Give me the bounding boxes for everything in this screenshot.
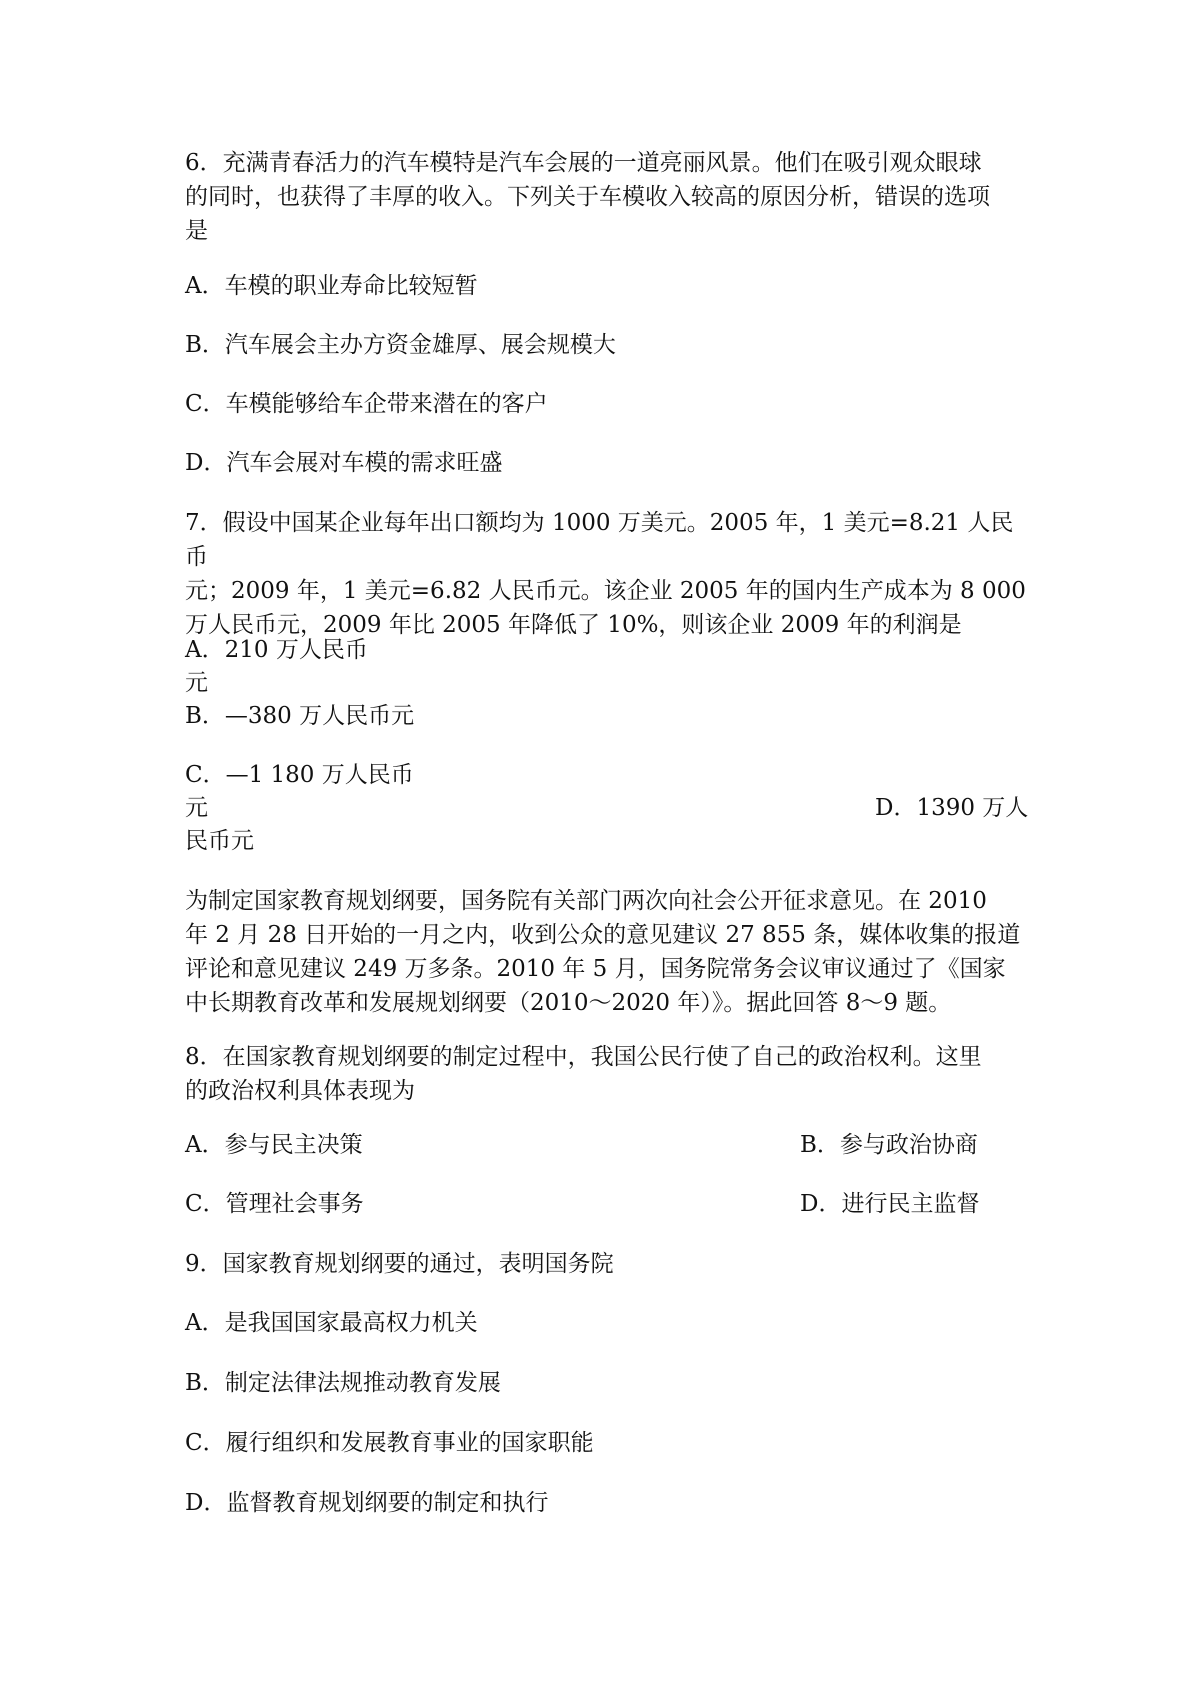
material-line: 年 2 月 28 日开始的一月之内，收到公众的意见建议 27 855 条，媒体收集的报道 (185, 922, 1021, 948)
q9-option-b: B．制定法律法规推动教育发展 (185, 1370, 501, 1396)
q7-stem (185, 506, 1030, 642)
q8-stem-line: 8．在国家教育规划纲要的制定过程中，我国公民行使了自己的政治权利。这里 (185, 1044, 982, 1070)
q8-option-c: C．管理社会事务 (185, 1191, 364, 1217)
q6-option-d: D．汽车会展对车模的需求旺盛 (185, 450, 503, 476)
material-passage (185, 884, 1030, 1020)
material-line: 为制定国家教育规划纲要，国务院有关部门两次向社会公开征求意见。在 2010 (185, 888, 987, 914)
q7-option-a: A．210 万人民币 (185, 637, 368, 663)
q9-option-a: A．是我国国家最高权力机关 (185, 1310, 478, 1336)
q8-stem (185, 1040, 1030, 1108)
q7-stem-line: 元；2009 年，1 美元=6.82 人民币元。该企业 2005 年的国内生产成本为 8 000 (185, 578, 1026, 604)
q7-option-c-wrap: 元 (185, 795, 208, 821)
q8-option-b: B．参与政治协商 (800, 1132, 978, 1158)
q6-stem-line: 6．充满青春活力的汽车模特是汽车会展的一道亮丽风景。他们在吸引观众眼球 (185, 150, 982, 176)
q6-stem (185, 146, 1030, 248)
q6-stem-line: 是 (185, 218, 208, 244)
q9-option-c: C．履行组织和发展教育事业的国家职能 (185, 1430, 594, 1456)
material-line: 评论和意见建议 249 万多条。2010 年 5 月，国务院常务会议审议通过了《国家 (185, 956, 1006, 982)
q7-option-d-wrap: 民币元 (185, 828, 254, 854)
q8-option-a: A．参与民主决策 (185, 1132, 363, 1158)
q7-stem-line: 万人民币元，2009 年比 2005 年降低了 10%，则该企业 2009 年的利润是 (185, 612, 962, 638)
q7-stem-line: 7．假设中国某企业每年出口额均为 1000 万美元。2005 年，1 美元=8.21 人民币 (185, 510, 1014, 570)
q7-option-a-wrap: 元 (185, 670, 208, 696)
q6-stem-line: 的同时，也获得了丰厚的收入。下列关于车模收入较高的原因分析，错误的选项 (185, 184, 990, 210)
q6-option-b: B．汽车展会主办方资金雄厚、展会规模大 (185, 332, 616, 358)
q6-option-c: C．车模能够给车企带来潜在的客户 (185, 391, 548, 417)
q9-stem: 9．国家教育规划纲要的通过，表明国务院 (185, 1251, 614, 1277)
q8-stem-line: 的政治权利具体表现为 (185, 1078, 415, 1104)
q7-option-c: C．—1 180 万人民币 (185, 762, 414, 788)
q7-option-b: B．—380 万人民币元 (185, 703, 415, 729)
q6-option-a: A．车模的职业寿命比较短暂 (185, 273, 478, 299)
q9-option-d: D．监督教育规划纲要的制定和执行 (185, 1490, 549, 1516)
material-line: 中长期教育改革和发展规划纲要（2010～2020 年）》。据此回答 8～9 题。 (185, 990, 952, 1016)
q7-option-d: D．1390 万人 (875, 795, 1029, 821)
q8-option-d: D．进行民主监督 (800, 1191, 980, 1217)
